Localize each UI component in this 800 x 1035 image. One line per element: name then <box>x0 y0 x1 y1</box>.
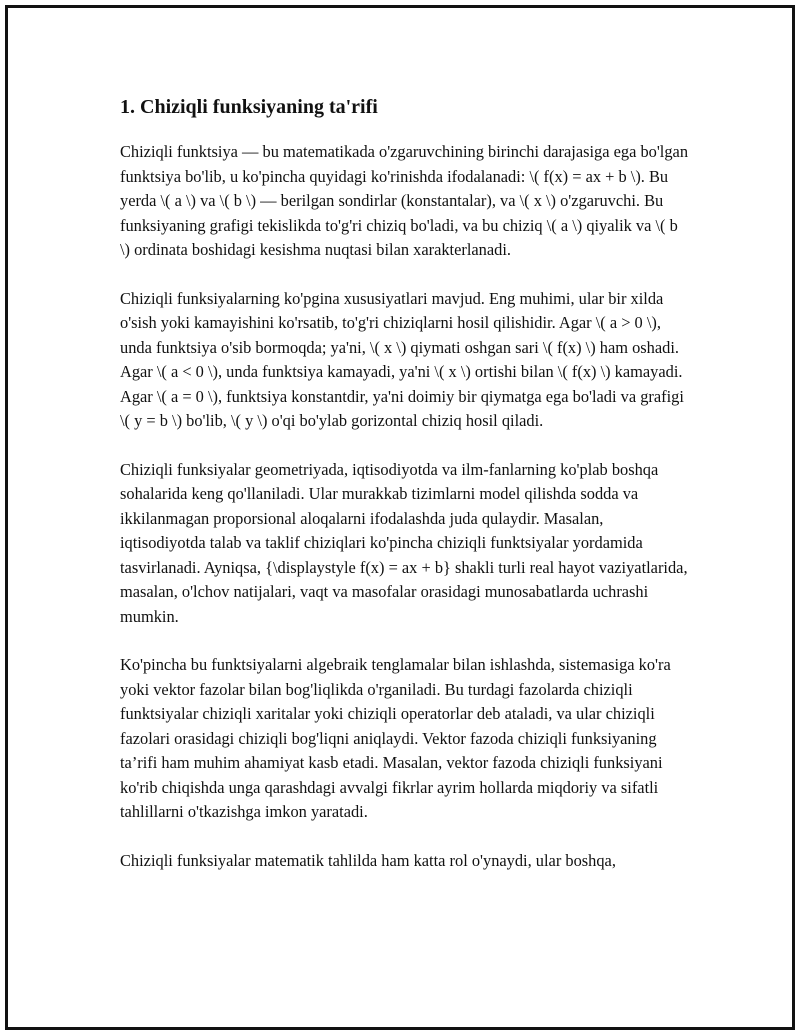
paragraph-applications: Chiziqli funksiyalar geometriyada, iqtisodiyotda va ilm-fanlarning ko'plab boshqa sohalarida keng qo'llaniladi. Ular murakkab tizimlarni model qilishda sodda va ikkilanmagan proporsional aloqalarni ifodalashda juda qulaydir. Masalan, iqtisodiyotda talab va taklif chiziqlari ko'pincha chiziqli funktsiyalar yordamida tasvirlanadi. Ayniqsa, {\displaystyle f(x) = ax + b} shakli turli real hayot vaziyatlarida, masalan, o'lchov natijalari, vaqt va masofalar orasidagi munosabatlarda uchrashi mumkin. <box>120 459 688 626</box>
paragraph-definition: Chiziqli funktsiya — bu matematikada o'zgaruvchining birinchi darajasiga ega bo'lgan funktsiya bo'lib, u ko'pincha quyidagi ko'rinishda ifodalanadi: \( f(x) = ax + b \). Bu yerda \( a \) va \( b \) — berilgan sondirlar (konstantalar), va \( x \) o'zgaruvchi. Bu funksiyaning grafigi tekislikda to'g'ri chiziq bo'ladi, va bu chiziq \( a \) qiyalik va \( b \) ordinata boshidagi kesishma nuqtasi bilan xarakterlanadi. <box>120 142 689 259</box>
paragraph-vector-spaces: Ko'pincha bu funktsiyalarni algebraik tenglamalar bilan ishlashda, sistemasiga ko'ra yoki vektor fazolar bilan bog'liqlikda o'rganiladi. Bu turdagi fazolarda chiziqli funktsiyalar chiziqli xaritalar yoki chiziqli operatorlar deb ataladi, va ular chiziqli fazolari orasidagi chiziqli bog'liqni aniqlaydi. Vektor fazoda chiziqli funksiyaning ta’rifi ham muhim ahamiyat kasb etadi. Masalan, vektor fazoda chiziqli funksiyani ko'rib chiqishda unga qarashdagi avvalgi fikrlar ayrim hollarda miqdoriy va sifatli tahlillarni o'tkazishga imkon yaratadi. <box>120 655 671 821</box>
document-body <box>120 94 690 897</box>
page-frame <box>5 5 795 1030</box>
section-heading: 1. Chiziqli funksiyaning ta'rifi <box>120 96 378 118</box>
paragraph-properties: Chiziqli funksiyalarning ko'pgina xususiyatlari mavjud. Eng muhimi, ular bir xilda o'sish yoki kamayishini ko'rsatib, to'g'ri chiziqlarni hosil qilishidir. Agar \( a > 0 \), unda funktsiya o'sib bormoqda; ya'ni, \( x \) qiymati oshgan sari \( f(x) \) ham oshadi. Agar \( a < 0 \), unda funktsiya kamayadi, ya'ni \( x \) ortishi bilan \( f(x) \) kamayadi. Agar \( a = 0 \), funktsiya konstantdir, ya'ni doimiy bir qiymatga ega bo'ladi va grafigi \( y = b \) bo'lib, \( y \) o'qi bo'ylab gorizontal chiziq hosil qiladi. <box>120 288 684 430</box>
paragraph-analysis: Chiziqli funksiyalar matematik tahlilda ham katta rol o'ynaydi, ular boshqa, <box>120 850 616 870</box>
